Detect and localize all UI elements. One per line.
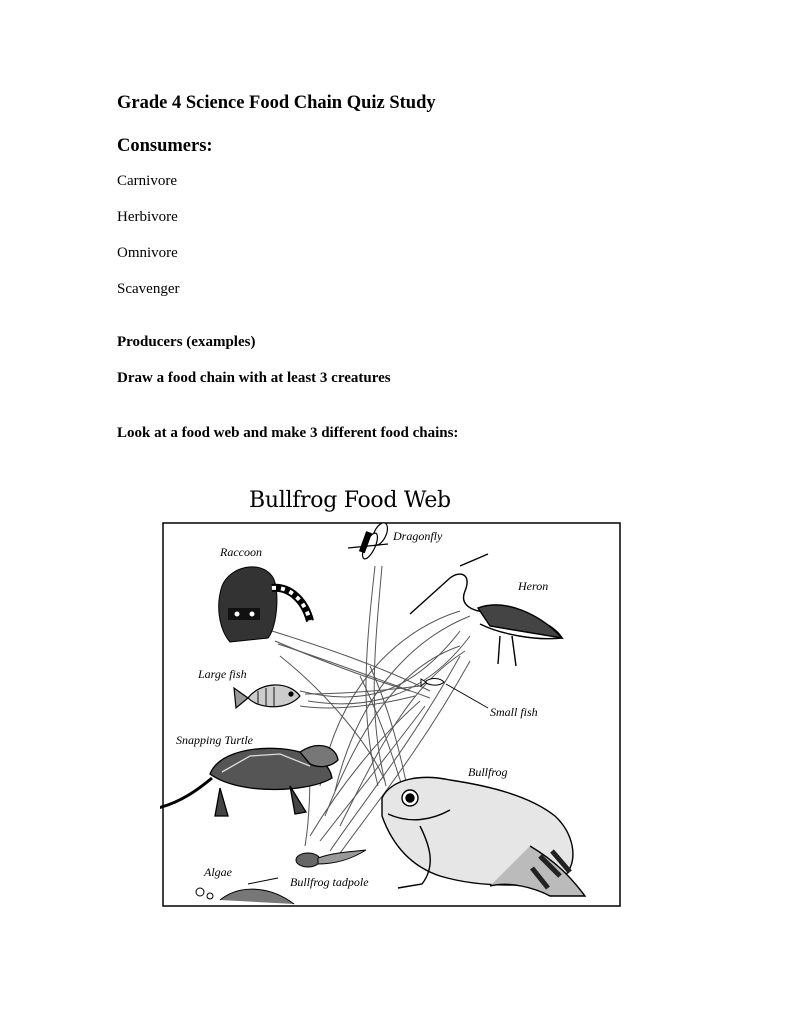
consumer-carnivore: Carnivore bbox=[117, 173, 177, 189]
food-web-diagram bbox=[160, 516, 624, 910]
draw-chain-prompt: Draw a food chain with at least 3 creatures bbox=[117, 370, 391, 386]
label-algae: Algae bbox=[204, 865, 232, 879]
label-large-fish: Large fish bbox=[198, 667, 247, 681]
label-raccoon: Raccoon bbox=[220, 545, 262, 559]
consumer-omnivore: Omnivore bbox=[117, 245, 178, 261]
page-title: Grade 4 Science Food Chain Quiz Study bbox=[117, 93, 436, 113]
label-snapping-turtle: Snapping Turtle bbox=[176, 733, 254, 747]
food-web-title: Bullfrog Food Web bbox=[249, 488, 451, 513]
label-tadpole: Bullfrog tadpole bbox=[290, 875, 369, 889]
food-web-prompt: Look at a food web and make 3 different food chains: bbox=[117, 425, 459, 441]
consumer-scavenger: Scavenger bbox=[117, 281, 180, 297]
consumer-herbivore: Herbivore bbox=[117, 209, 178, 225]
label-dragonfly: Dragonfly bbox=[393, 529, 443, 543]
label-heron: Heron bbox=[518, 579, 549, 593]
producers-prompt: Producers (examples) bbox=[117, 334, 256, 350]
label-small-fish: Small fish bbox=[490, 705, 538, 719]
label-bullfrog: Bullfrog bbox=[468, 765, 508, 779]
consumers-heading: Consumers: bbox=[117, 136, 213, 156]
